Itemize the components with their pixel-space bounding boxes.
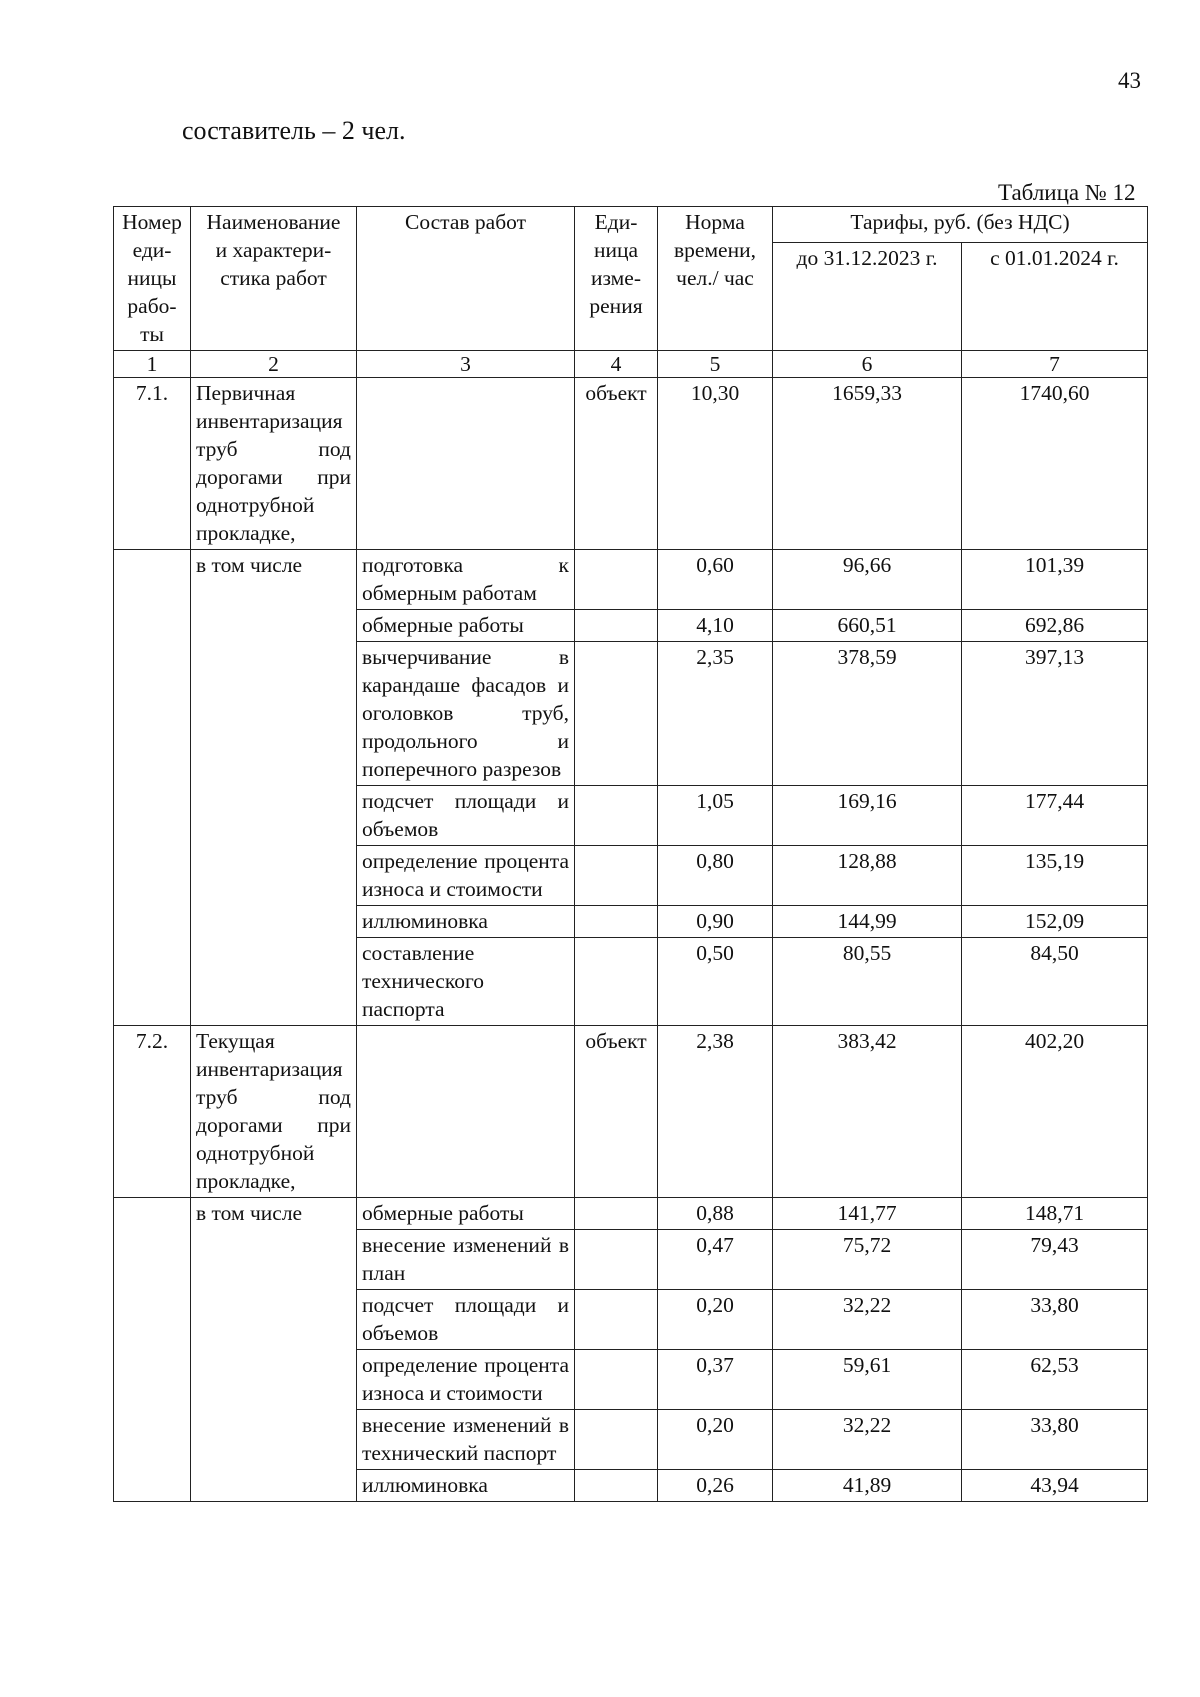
- work-composition: обмерные работы: [357, 610, 575, 642]
- time-norm: 4,10: [658, 610, 773, 642]
- tariff-after: 101,39: [962, 550, 1148, 610]
- measure-unit: [575, 550, 658, 610]
- tariff-before: 32,22: [773, 1410, 962, 1470]
- tariff-before: 169,16: [773, 786, 962, 846]
- time-norm: 0,80: [658, 846, 773, 906]
- table-caption: Таблица № 12: [998, 180, 1136, 205]
- header-work-name: Наименование и характери- стика работ: [191, 207, 357, 351]
- tariff-after: 33,80: [962, 1410, 1148, 1470]
- tariff-before: 128,88: [773, 846, 962, 906]
- column-number: 2: [191, 351, 357, 378]
- time-norm: 2,38: [658, 1026, 773, 1198]
- measure-unit: [575, 1350, 658, 1410]
- work-composition: обмерные работы: [357, 1198, 575, 1230]
- time-norm: 0,90: [658, 906, 773, 938]
- time-norm: 10,30: [658, 378, 773, 550]
- tariff-before: 59,61: [773, 1350, 962, 1410]
- column-number: 7: [962, 351, 1148, 378]
- work-composition: [357, 378, 575, 550]
- tariff-before: 660,51: [773, 610, 962, 642]
- measure-unit: [575, 610, 658, 642]
- work-name: Текущая инвентаризация труб под дорогами при однотрубной прокладке,: [191, 1026, 357, 1198]
- time-norm: 0,47: [658, 1230, 773, 1290]
- header-tariffs: Тарифы, руб. (без НДС): [773, 207, 1148, 243]
- measure-unit: [575, 1290, 658, 1350]
- work-composition: иллюминовка: [357, 906, 575, 938]
- header-tariff-after: с 01.01.2024 г.: [962, 243, 1148, 351]
- work-name: Первичная инвентаризация труб под дорогами при однотрубной прокладке,: [191, 378, 357, 550]
- header-measure-unit: Еди- ница изме- рения: [575, 207, 658, 351]
- header-time-norm: Норма времени, чел./ час: [658, 207, 773, 351]
- time-norm: 0,20: [658, 1290, 773, 1350]
- time-norm: 1,05: [658, 786, 773, 846]
- measure-unit: [575, 846, 658, 906]
- column-number: 6: [773, 351, 962, 378]
- tariff-after: 152,09: [962, 906, 1148, 938]
- tariff-after: 402,20: [962, 1026, 1148, 1198]
- tariff-before: 1659,33: [773, 378, 962, 550]
- tariff-before: 80,55: [773, 938, 962, 1026]
- work-composition: определение процента износа и стоимости: [357, 1350, 575, 1410]
- tariff-table: [113, 206, 1148, 1502]
- tariff-before: 75,72: [773, 1230, 962, 1290]
- measure-unit: [575, 906, 658, 938]
- measure-unit: [575, 1198, 658, 1230]
- including-label: в том числе: [191, 1198, 357, 1502]
- work-composition: составление технического паспорта: [357, 938, 575, 1026]
- header-work-composition: Состав работ: [357, 207, 575, 351]
- work-composition: [357, 1026, 575, 1198]
- work-composition: подсчет площади и объемов: [357, 786, 575, 846]
- work-composition: иллюминовка: [357, 1470, 575, 1502]
- tariff-after: 84,50: [962, 938, 1148, 1026]
- tariff-before: 32,22: [773, 1290, 962, 1350]
- column-number: 5: [658, 351, 773, 378]
- tariff-after: 79,43: [962, 1230, 1148, 1290]
- work-composition: определение процента износа и стоимости: [357, 846, 575, 906]
- tariff-after: 397,13: [962, 642, 1148, 786]
- column-number: 3: [357, 351, 575, 378]
- intro-text: составитель – 2 чел.: [182, 116, 406, 145]
- table-row: [114, 1198, 1148, 1230]
- table-row: [114, 550, 1148, 610]
- tariff-after: 135,19: [962, 846, 1148, 906]
- tariff-after: 1740,60: [962, 378, 1148, 550]
- tariff-after: 177,44: [962, 786, 1148, 846]
- tariff-after: 62,53: [962, 1350, 1148, 1410]
- tariff-before: 141,77: [773, 1198, 962, 1230]
- unit-number: [114, 1198, 191, 1502]
- including-label: в том числе: [191, 550, 357, 1026]
- work-composition: подготовка к обмерным работам: [357, 550, 575, 610]
- time-norm: 0,20: [658, 1410, 773, 1470]
- header-row: [114, 207, 1148, 243]
- header-unit-number: Номер еди- ницы рабо- ты: [114, 207, 191, 351]
- time-norm: 0,50: [658, 938, 773, 1026]
- time-norm: 0,26: [658, 1470, 773, 1502]
- page-number: 43: [1118, 68, 1141, 93]
- measure-unit: [575, 1410, 658, 1470]
- time-norm: 0,37: [658, 1350, 773, 1410]
- work-composition: подсчет площади и объемов: [357, 1290, 575, 1350]
- measure-unit: объект: [575, 378, 658, 550]
- tariff-before: 383,42: [773, 1026, 962, 1198]
- work-composition: вычерчивание в карандаше фасадов и оголовков труб, продольного и поперечного разрезов: [357, 642, 575, 786]
- measure-unit: объект: [575, 1026, 658, 1198]
- header-tariff-before: до 31.12.2023 г.: [773, 243, 962, 351]
- tariff-after: 43,94: [962, 1470, 1148, 1502]
- column-number-row: [114, 351, 1148, 378]
- measure-unit: [575, 1230, 658, 1290]
- measure-unit: [575, 1470, 658, 1502]
- work-composition: внесение изменений в план: [357, 1230, 575, 1290]
- tariff-before: 96,66: [773, 550, 962, 610]
- tariff-before: 144,99: [773, 906, 962, 938]
- tariff-before: 41,89: [773, 1470, 962, 1502]
- column-number: 1: [114, 351, 191, 378]
- section-row-7-1: [114, 378, 1148, 550]
- measure-unit: [575, 786, 658, 846]
- measure-unit: [575, 938, 658, 1026]
- tariff-after: 148,71: [962, 1198, 1148, 1230]
- work-composition: внесение изменений в технический паспорт: [357, 1410, 575, 1470]
- unit-number: [114, 550, 191, 1026]
- column-number: 4: [575, 351, 658, 378]
- tariff-before: 378,59: [773, 642, 962, 786]
- time-norm: 0,88: [658, 1198, 773, 1230]
- section-row-7-2: [114, 1026, 1148, 1198]
- tariff-after: 33,80: [962, 1290, 1148, 1350]
- time-norm: 0,60: [658, 550, 773, 610]
- unit-number: 7.1.: [114, 378, 191, 550]
- measure-unit: [575, 642, 658, 786]
- time-norm: 2,35: [658, 642, 773, 786]
- unit-number: 7.2.: [114, 1026, 191, 1198]
- tariff-after: 692,86: [962, 610, 1148, 642]
